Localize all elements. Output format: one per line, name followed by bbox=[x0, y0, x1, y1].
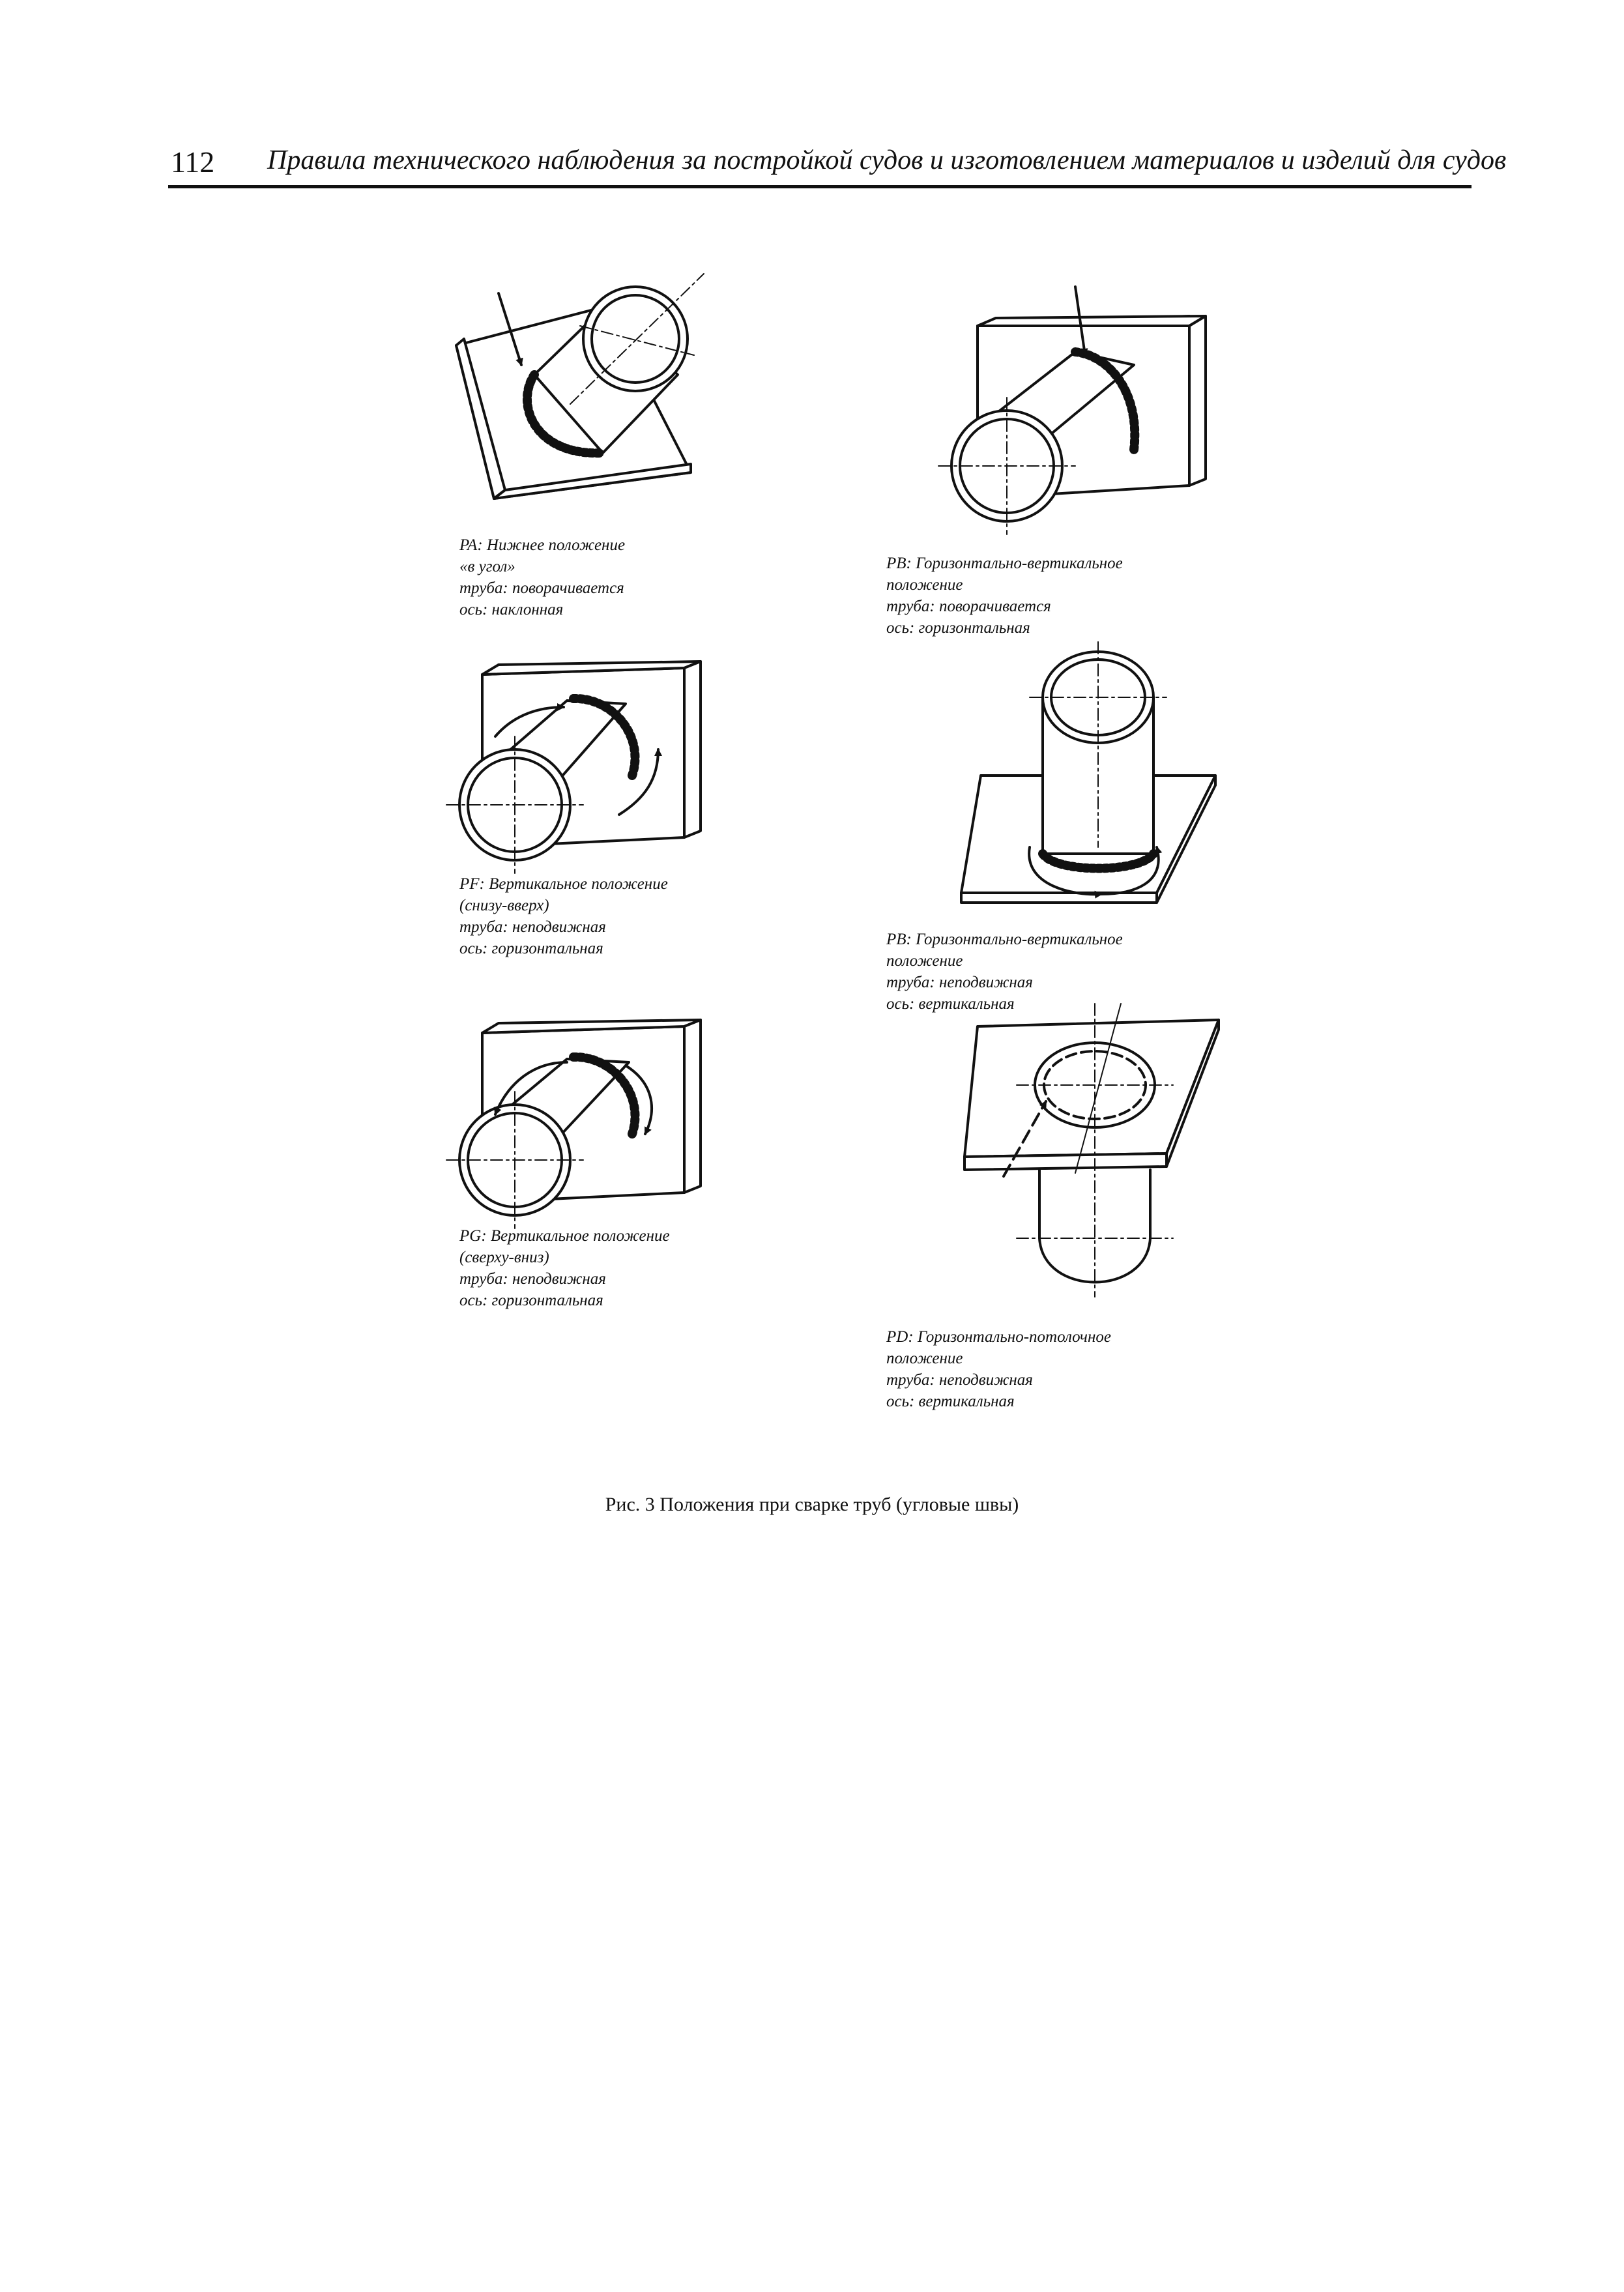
diagram-pd bbox=[964, 1004, 1219, 1297]
diagram-pf bbox=[446, 661, 701, 873]
caption-pb-fixed: PB: Горизонтально-вертикальное положение труба: неподвижная ось: вертикальная bbox=[886, 931, 1123, 1013]
caption-pa: PA: Нижнее положение «в угол» труба: поворачивается ось: наклонная bbox=[459, 536, 626, 618]
caption-pg: PG: Вертикальное положение (сверху-вниз) труба: неподвижная ось: горизонтальная bbox=[459, 1227, 670, 1309]
caption-code: PB: bbox=[886, 555, 912, 572]
diagram-pa bbox=[456, 274, 704, 499]
caption-pd: PD: Горизонтально-потолочное положение труба: неподвижная ось: вертикальная bbox=[886, 1328, 1111, 1410]
diagram-pb-rotating bbox=[938, 287, 1206, 534]
caption-code: PG: bbox=[459, 1227, 487, 1245]
caption-code: PD: bbox=[886, 1328, 914, 1346]
running-title: Правила технического наблюдения за постройкой судов и изготовлением материалов и изделий для судов bbox=[267, 145, 1507, 175]
page-number: 112 bbox=[171, 145, 215, 179]
diagram-pg bbox=[446, 1020, 701, 1228]
figure-caption: Рис. 3 Положения при сварке труб (угловые швы) bbox=[605, 1494, 1019, 1515]
caption-pf: PF: Вертикальное положение (снизу-вверх) труба: неподвижная ось: горизонтальная bbox=[459, 875, 668, 957]
caption-pb-rotating: PB: Горизонтально-вертикальное положение труба: поворачивается ось: горизонтальная bbox=[886, 555, 1123, 637]
caption-code: PF: bbox=[459, 875, 485, 893]
caption-code: PA: bbox=[459, 536, 483, 554]
diagram-pb-fixed bbox=[961, 642, 1215, 903]
caption-code: PB: bbox=[886, 931, 912, 948]
